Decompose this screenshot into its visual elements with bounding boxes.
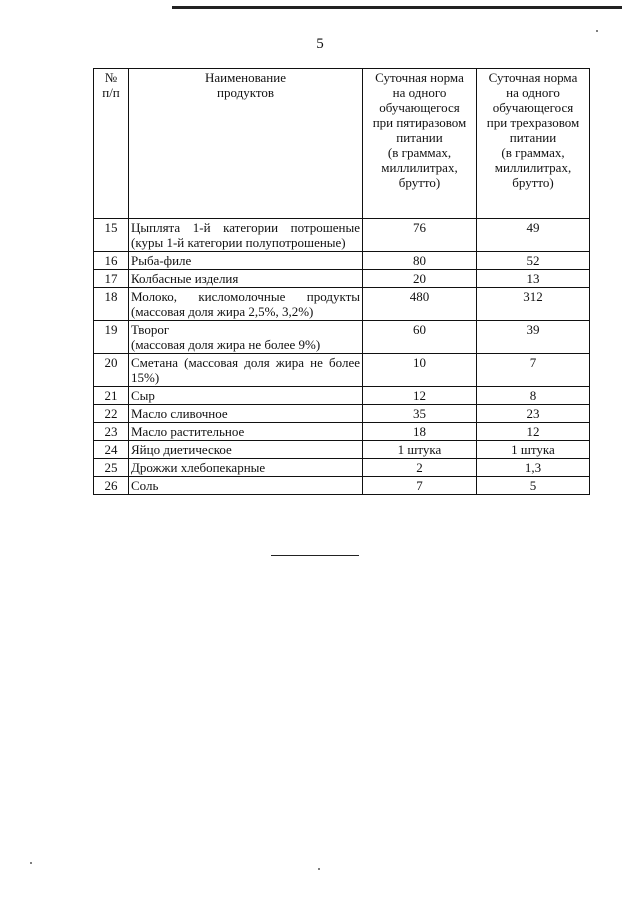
table-row (94, 405, 590, 423)
norm-five-meals: 1 штука (363, 441, 477, 459)
norm-five-meals: 20 (363, 270, 477, 288)
page-number: 5 (316, 36, 324, 52)
table-row (94, 270, 590, 288)
product-name: Колбасные изделия (129, 270, 363, 288)
norm-three-meals: 49 (477, 219, 590, 252)
header-number: № п/п (94, 69, 129, 219)
scan-speck (596, 30, 598, 32)
norm-three-meals: 7 (477, 354, 590, 387)
scan-speck (30, 862, 32, 864)
row-number: 22 (94, 405, 129, 423)
row-number: 20 (94, 354, 129, 387)
product-name: Дрожжи хлебопекарные (129, 459, 363, 477)
product-name: Сыр (129, 387, 363, 405)
table-row (94, 387, 590, 405)
norm-five-meals: 35 (363, 405, 477, 423)
scan-speck (318, 868, 320, 870)
header-five-meals: Суточная норма на одного обучающегося при пятиразовом питании (в граммах, миллилитрах, брутто) (363, 69, 477, 219)
product-name: Масло растительное (129, 423, 363, 441)
row-number: 18 (94, 288, 129, 321)
norm-three-meals: 5 (477, 477, 590, 495)
row-number: 24 (94, 441, 129, 459)
product-name: Масло сливочное (129, 405, 363, 423)
table-row (94, 219, 590, 252)
table-row (94, 321, 590, 354)
norm-five-meals: 480 (363, 288, 477, 321)
table-row (94, 354, 590, 387)
norm-three-meals: 312 (477, 288, 590, 321)
table-header-row (94, 69, 590, 219)
norm-five-meals: 18 (363, 423, 477, 441)
table-row (94, 477, 590, 495)
row-number: 19 (94, 321, 129, 354)
norm-five-meals: 7 (363, 477, 477, 495)
header-product-name: Наименование продуктов (129, 69, 363, 219)
norm-three-meals: 52 (477, 252, 590, 270)
table-row (94, 423, 590, 441)
norm-three-meals: 1,3 (477, 459, 590, 477)
table-row (94, 459, 590, 477)
norm-five-meals: 2 (363, 459, 477, 477)
row-number: 25 (94, 459, 129, 477)
row-number: 23 (94, 423, 129, 441)
product-name: Яйцо диетическое (129, 441, 363, 459)
product-name: Соль (129, 477, 363, 495)
norm-five-meals: 80 (363, 252, 477, 270)
norm-five-meals: 76 (363, 219, 477, 252)
norm-three-meals: 23 (477, 405, 590, 423)
table-row (94, 288, 590, 321)
end-rule (271, 555, 359, 556)
norm-five-meals: 10 (363, 354, 477, 387)
product-name: Рыба-филе (129, 252, 363, 270)
top-rule (172, 6, 622, 9)
product-name: Творог (массовая доля жира не более 9%) (129, 321, 363, 354)
row-number: 15 (94, 219, 129, 252)
row-number: 16 (94, 252, 129, 270)
row-number: 21 (94, 387, 129, 405)
row-number: 26 (94, 477, 129, 495)
table-row (94, 252, 590, 270)
norm-five-meals: 60 (363, 321, 477, 354)
product-name: Цыплята 1-й категории потрошеные (куры 1-й категории полупотрошеные) (129, 219, 363, 252)
norm-three-meals: 13 (477, 270, 590, 288)
norm-three-meals: 1 штука (477, 441, 590, 459)
product-name: Сметана (массовая доля жира не более 15%) (129, 354, 363, 387)
norms-table (93, 68, 590, 495)
row-number: 17 (94, 270, 129, 288)
norm-three-meals: 39 (477, 321, 590, 354)
norm-three-meals: 12 (477, 423, 590, 441)
product-name: Молоко, кисломолочные продукты (массовая доля жира 2,5%, 3,2%) (129, 288, 363, 321)
norm-three-meals: 8 (477, 387, 590, 405)
norm-five-meals: 12 (363, 387, 477, 405)
header-three-meals: Суточная норма на одного обучающегося при трехразовом питании (в граммах, миллилитрах, брутто) (477, 69, 590, 219)
table-row (94, 441, 590, 459)
